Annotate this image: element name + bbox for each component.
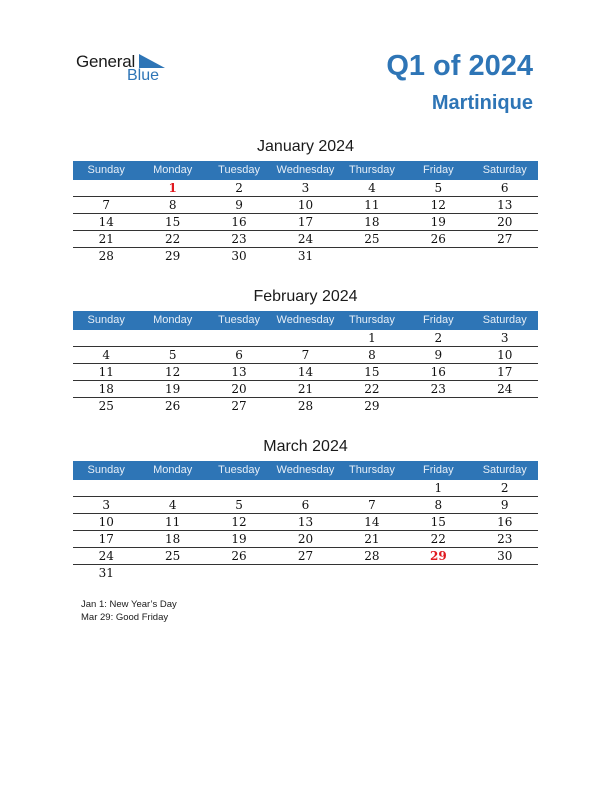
day-cell: 16: [231, 215, 247, 229]
week-row: [73, 531, 538, 548]
week-row: [73, 514, 538, 531]
empty-day-cell: [472, 565, 538, 581]
day-cell: 15: [164, 215, 181, 229]
month-calendar-january: [73, 137, 538, 264]
weeks-grid: [73, 480, 538, 581]
empty-day-cell: [272, 480, 338, 496]
day-cell: 9: [235, 198, 243, 212]
weekday-header: [73, 311, 538, 330]
day-cell: 11: [164, 515, 181, 529]
weeks-grid: [73, 330, 538, 414]
weekday-label: Sunday: [87, 464, 125, 476]
empty-day-cell: [73, 330, 139, 346]
empty-day-cell: [206, 565, 272, 581]
day-cell: 8: [434, 498, 443, 512]
week-row: [73, 347, 538, 364]
day-cell: 23: [231, 232, 247, 246]
day-cell: 8: [168, 198, 177, 212]
day-cell: 2: [235, 181, 243, 195]
empty-day-cell: [73, 480, 139, 496]
day-cell: 18: [164, 532, 181, 546]
weekday-label: Saturday: [482, 464, 527, 476]
day-cell: 21: [364, 532, 380, 546]
weekday-label: Tuesday: [218, 464, 260, 476]
day-cell: 31: [98, 566, 114, 580]
week-row: [73, 565, 538, 581]
weekday-label: Friday: [423, 464, 454, 476]
logo-general-text: General: [76, 52, 136, 71]
day-cell: 13: [297, 515, 314, 529]
day-cell: 25: [364, 232, 380, 246]
day-cell: 10: [497, 348, 513, 362]
day-cell: 17: [98, 532, 114, 546]
day-cell: 3: [500, 331, 509, 345]
day-cell: 29: [164, 249, 181, 263]
day-cell: 27: [297, 549, 314, 563]
day-cell: 2: [500, 481, 509, 495]
week-row: [73, 548, 538, 565]
month-calendar-february: [73, 287, 538, 414]
logo-triangle-icon: [139, 54, 165, 68]
day-cell: 25: [164, 549, 181, 563]
empty-day-cell: [472, 248, 538, 264]
day-cell: 24: [497, 382, 513, 396]
day-cell: 20: [297, 532, 314, 546]
weekday-header: [73, 461, 538, 480]
week-row: [73, 480, 538, 497]
day-cell: 26: [231, 549, 247, 563]
day-cell: 7: [102, 198, 111, 212]
day-cell: 30: [497, 549, 513, 563]
empty-day-cell: [139, 330, 205, 346]
day-cell: 26: [164, 399, 181, 413]
day-cell: 22: [430, 532, 446, 546]
weekday-label: Thursday: [348, 164, 395, 176]
day-cell: 29: [429, 549, 447, 563]
weekday-label: Friday: [423, 164, 454, 176]
day-cell: 10: [98, 515, 114, 529]
day-cell: 1: [434, 481, 443, 495]
day-cell: 22: [164, 232, 181, 246]
day-cell: 22: [364, 382, 380, 396]
empty-day-cell: [139, 480, 205, 496]
day-cell: 12: [164, 365, 181, 379]
weekday-label: Monday: [153, 314, 193, 326]
weekday-label: Wednesday: [276, 464, 335, 476]
day-cell: 17: [297, 215, 314, 229]
weekday-label: Friday: [423, 314, 454, 326]
day-cell: 4: [168, 498, 177, 512]
day-cell: 6: [500, 181, 509, 195]
day-cell: 23: [430, 382, 446, 396]
week-row: [73, 497, 538, 514]
day-cell: 11: [98, 365, 114, 379]
weekday-label: Saturday: [482, 314, 527, 326]
weekday-label: Thursday: [348, 464, 395, 476]
day-cell: 21: [98, 232, 114, 246]
logo: [76, 52, 176, 88]
day-cell: 18: [98, 382, 114, 396]
day-cell: 6: [301, 498, 310, 512]
day-cell: 16: [497, 515, 513, 529]
day-cell: 23: [497, 532, 513, 546]
holiday-list: [81, 598, 177, 624]
day-cell: 19: [231, 532, 247, 546]
day-cell: 18: [364, 215, 380, 229]
day-cell: 25: [98, 399, 114, 413]
day-cell: 24: [297, 232, 314, 246]
week-row: [73, 364, 538, 381]
day-cell: 27: [231, 399, 247, 413]
holiday-note: Mar 29: Good Friday: [81, 612, 169, 623]
week-row: [73, 197, 538, 214]
week-row: [73, 248, 538, 264]
day-cell: 14: [98, 215, 114, 229]
day-cell: 20: [231, 382, 247, 396]
day-cell: 13: [231, 365, 247, 379]
empty-day-cell: [339, 565, 405, 581]
weekday-label: Sunday: [87, 314, 125, 326]
empty-day-cell: [206, 480, 272, 496]
day-cell: 3: [102, 498, 111, 512]
day-cell: 5: [434, 181, 443, 195]
day-cell: 3: [301, 181, 310, 195]
page-title: Q1 of 2024: [386, 50, 533, 82]
weekday-label: Thursday: [348, 314, 395, 326]
day-cell: 9: [434, 348, 443, 362]
day-cell: 11: [364, 198, 380, 212]
empty-day-cell: [405, 565, 471, 581]
weekday-label: Sunday: [87, 164, 125, 176]
day-cell: 28: [364, 549, 380, 563]
weeks-grid: [73, 180, 538, 264]
week-row: [73, 214, 538, 231]
day-cell: 27: [497, 232, 513, 246]
day-cell: 10: [297, 198, 314, 212]
weekday-label: Tuesday: [218, 314, 260, 326]
day-cell: 1: [168, 181, 177, 195]
month-calendar-march: [73, 437, 538, 581]
day-cell: 5: [168, 348, 177, 362]
week-row: [73, 180, 538, 197]
country-name: Martinique: [431, 92, 533, 114]
day-cell: 15: [364, 365, 380, 379]
empty-day-cell: [139, 565, 205, 581]
weekday-label: Wednesday: [276, 164, 335, 176]
day-cell: 28: [297, 399, 314, 413]
week-row: [73, 398, 538, 414]
empty-day-cell: [405, 248, 471, 264]
empty-day-cell: [339, 480, 405, 496]
day-cell: 5: [235, 498, 243, 512]
day-cell: 14: [297, 365, 314, 379]
day-cell: 30: [231, 249, 247, 263]
empty-day-cell: [272, 330, 338, 346]
week-row: [73, 381, 538, 398]
day-cell: 16: [430, 365, 446, 379]
day-cell: 4: [368, 181, 376, 195]
day-cell: 13: [497, 198, 513, 212]
day-cell: 31: [297, 249, 314, 263]
month-title: January 2024: [257, 138, 354, 155]
weekday-label: Tuesday: [218, 164, 260, 176]
empty-day-cell: [272, 565, 338, 581]
day-cell: 19: [164, 382, 181, 396]
empty-day-cell: [472, 398, 538, 414]
empty-day-cell: [339, 248, 405, 264]
day-cell: 9: [500, 498, 509, 512]
day-cell: 20: [497, 215, 513, 229]
day-cell: 17: [497, 365, 513, 379]
day-cell: 21: [297, 382, 314, 396]
weekday-label: Monday: [153, 464, 193, 476]
holiday-note: Jan 1: New Year’s Day: [81, 599, 177, 610]
day-cell: 15: [430, 515, 446, 529]
day-cell: 26: [430, 232, 446, 246]
day-cell: 14: [364, 515, 380, 529]
week-row: [73, 330, 538, 347]
day-cell: 8: [368, 348, 376, 362]
month-title: February 2024: [253, 288, 358, 305]
day-cell: 19: [430, 215, 446, 229]
weekday-header: [73, 161, 538, 180]
day-cell: 1: [368, 331, 376, 345]
day-cell: 7: [368, 498, 376, 512]
day-cell: 4: [102, 348, 111, 362]
day-cell: 7: [301, 348, 310, 362]
logo-blue-text: Blue: [127, 67, 160, 84]
week-row: [73, 231, 538, 248]
day-cell: 28: [98, 249, 114, 263]
month-title: March 2024: [263, 438, 348, 455]
empty-day-cell: [405, 398, 471, 414]
day-cell: 6: [235, 348, 243, 362]
weekday-label: Wednesday: [276, 314, 335, 326]
day-cell: 12: [231, 515, 247, 529]
day-cell: 12: [430, 198, 446, 212]
day-cell: 2: [434, 331, 443, 345]
weekday-label: Saturday: [482, 164, 527, 176]
day-cell: 24: [98, 549, 114, 563]
empty-day-cell: [73, 180, 139, 196]
weekday-label: Monday: [153, 164, 193, 176]
day-cell: 29: [364, 399, 380, 413]
empty-day-cell: [206, 330, 272, 346]
